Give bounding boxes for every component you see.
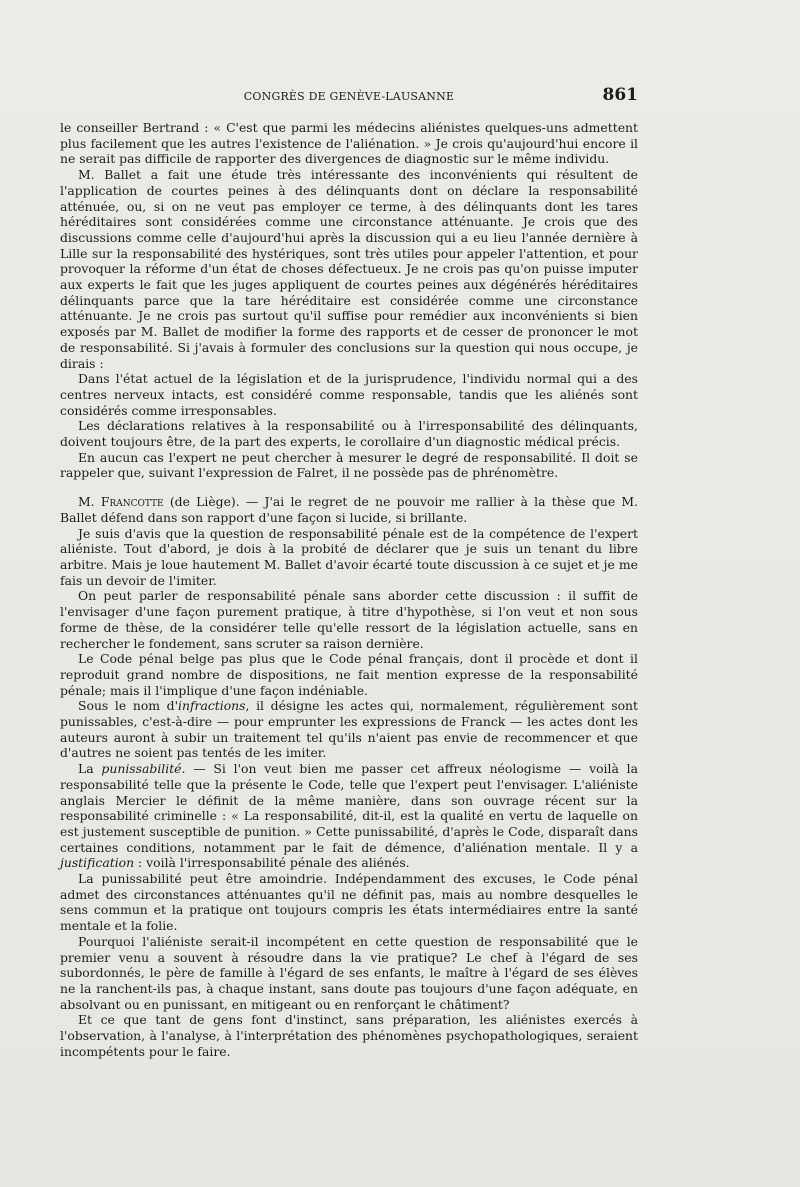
paragraph-11-a: La	[78, 761, 102, 777]
emphasis-infractions: infractions	[178, 698, 246, 714]
paragraph-1: le conseiller Bertrand : « C'est que parmi les médecins aliénistes quelques-uns admettent plus facilement que les autres l'existence de l'aliénation. » Je crois qu'aujourd'hui encore il ne serait pas difficile de rapporter des divergences de diagnostic sur le même individu.	[60, 120, 638, 167]
paragraph-5: En aucun cas l'expert ne peut chercher à mesurer le degré de responsabilité. Il doit se rappeler que, suivant l'expression de Falret, il ne possède pas de phrénomètre.	[60, 449, 638, 481]
paragraph-14: Et ce que tant de gens font d'instinct, sans préparation, les aliénistes exercés à l'observation, à l'analyse, à l'interprétation des phénomènes psychopathologiques, seraient incompétents pour le faire.	[60, 1012, 638, 1059]
paragraph-9: Le Code pénal belge pas plus que le Code pénal français, dont il procède et dont il reproduit grand nombre de dispositions, ne fait mention expresse de la responsabilité pénale; mais il l'implique d'une façon indéniable.	[60, 651, 638, 698]
speaker-name: M. Francotte	[78, 494, 164, 510]
paragraph-10-a: Sous le nom d'	[78, 698, 178, 714]
emphasis-punissabilite: punissabilité.	[101, 761, 186, 777]
paragraph-10-b: , il désigne les actes qui, normalement, régulièrement sont punissables, c'est-à-dire — pour emprunter les expressions de Franck — les actes dont les auteurs auront à subir un traitement tel qu'ils n'aient pas envie de recommencer et que d'autres ne soient pas tentés de les imiter.	[60, 698, 638, 761]
paragraph-11-c: : voilà l'irresponsabilité pénale des aliénés.	[134, 855, 410, 871]
paragraph-11	[60, 761, 638, 871]
paragraph-7: Je suis d'avis que la question de responsabilité pénale est de la compétence de l'expert aliéniste. Tout d'abord, je dois à la probité de déclarer que je suis un tenant du libre arbitre. Mais je loue hautement M. Ballet d'avoir écarté toute discussion à ce sujet et je me fais un devoir de l'imiter.	[60, 525, 638, 588]
paragraph-13: Pourquoi l'aliéniste serait-il incompétent en cette question de responsabilité que le premier venu a souvent à résoudre dans la vie pratique? Le chef à l'égard de ses subordonnés, le père de famille à l'égard de ses enfants, le maître à l'égard de ses élèves ne la ranchent-ils pas, à chaque instant, sans doute pas toujours d'une façon adéquate, en absolvant ou en punissant, en mitigeant ou en renforçant le châtiment?	[60, 933, 638, 1012]
paragraph-8: On peut parler de responsabilité pénale sans aborder cette discussion : il suffit de l'envisager d'une façon purement pratique, à titre d'hypothèse, si l'on veut et non sous forme de thèse, de la considérer telle qu'elle ressort de la législation actuelle, sans en rechercher le fondement, sans scruter sa raison dernière.	[60, 588, 638, 651]
body-text	[60, 120, 638, 1059]
paragraph-10	[60, 698, 638, 761]
paragraph-2: M. Ballet a fait une étude très intéressante des inconvénients qui résultent de l'application de courtes peines à des délinquants dont on déclare la responsabilité atténuée, ou, si on ne veut pas employer ce terme, à des délinquants dont les tares héréditaires sont considérées comme une circonstance atténuante. Je crois que des discussions comme celle d'aujourd'hui après la discussion qui a eu lieu l'année dernière à Lille sur la responsabilité des hystériques, sont très utiles pour appeler l'attention, et pour provoquer la réforme d'un état de choses défectueux. Je ne crois pas qu'on puisse imputer aux experts le fait que les juges appliquent de courtes peines aux dégénérés héréditaires délinquants parce que la tare héréditaire est considérée comme une circonstance atténuante. Je ne crois pas surtout qu'il suffise pour remédier aux inconvénients si bien exposés par M. Ballet de modifier la forme des rapports et de cesser de prononcer le mot de responsabilité. Si j'avais à formuler des conclusions sur la question qui nous occupe, je dirais :	[60, 167, 638, 371]
paragraph-6-text: (de Liège). — J'ai le regret de ne pouvoir me rallier à la thèse que M. Ballet défend dans son rapport d'une façon si lucide, si brillante.	[60, 494, 638, 525]
page-number: 861	[602, 85, 638, 105]
paragraph-11-b: — Si l'on veut bien me passer cet affreux néologisme — voilà la responsabilité telle que la présente le Code, telle que l'expert peut l'envisager. L'aliéniste anglais Mercier le définit de la même manière, dans son ouvrage récent sur la responsabilité criminelle : « La responsabilité, dit-il, est la qualité en vertu de laquelle on est justement susceptible de punition. » Cette punissabilité, d'après le Code, disparaît dans certaines conditions, notamment par le fait de démence, d'aliénation mentale. Il y a	[60, 761, 639, 855]
running-head: CONGRÈS DE GENÈVE-LAUSANNE	[243, 90, 455, 103]
paragraph-12: La punissabilité peut être amoindrie. Indépendamment des excuses, le Code pénal admet des circonstances atténuantes qu'il ne définit pas, mais au nombre desquelles le sens commun et la pratique ont toujours compris les états intermédiaires entre la santé mentale et la folie.	[60, 871, 638, 934]
page-header	[60, 85, 638, 108]
paragraph-6	[60, 494, 638, 525]
paragraph-3: Dans l'état actuel de la législation et de la jurisprudence, l'individu normal qui a des centres nerveux intacts, est considéré comme responsable, tandis que les aliénés sont considérés comme irresponsables.	[60, 371, 638, 418]
emphasis-justification: justification	[60, 855, 135, 871]
paragraph-4: Les déclarations relatives à la responsabilité ou à l'irresponsabilité des délinquants, doivent toujours être, de la part des experts, le corollaire d'un diagnostic médical précis.	[60, 418, 638, 450]
